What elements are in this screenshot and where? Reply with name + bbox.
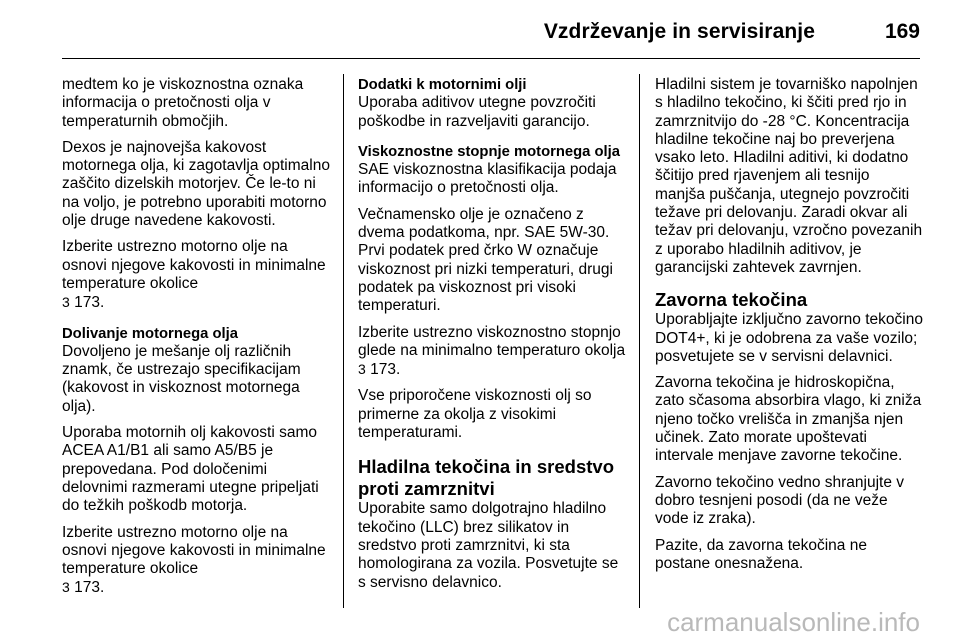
paragraph: Uporaba motornih olj kakovosti samo ACEA A1/B1 ali samo A5/B5 je prepovedana. Pod določenimi delovnimi razmerami utegne pripeljati do težkih poškodb motorja.	[62, 424, 319, 515]
paragraph: Uporabite samo dolgotrajno hladilno tekočino (LLC) brez silikatov in sredstvo proti zamrznitvi, ki sta homologirana za vozila. Posvetujte se s servisno delavnico.	[358, 500, 619, 591]
paragraph	[62, 238, 332, 312]
paragraph	[358, 324, 630, 380]
column-divider-1	[343, 74, 344, 608]
paragraph: medtem ko je viskoznostna oznaka informacija o pretočnosti olja v temperaturnih območjih.	[62, 76, 304, 130]
section-heading: Hladilna tekočina in sredstvo proti zamrznitvi	[358, 456, 614, 500]
watermark: carmanualsonline.info	[667, 607, 920, 637]
paragraph: Uporabljajte izključno zavorno tekočino DOT4+, ki je odobrena za vaše vozilo; posvetujete se v servisni delavnici.	[655, 311, 923, 365]
paragraph-text: Izberite ustrezno viskoznostno stopnjo glede na minimalno temperaturo okolja	[358, 323, 626, 359]
column-3	[655, 76, 923, 581]
paragraph: Zavorna tekočina je hidroskopična, zato sčasoma absorbira vlago, ki zniža njeno točko vrelišča in zmanjša njen učinek. Zato morate upoštevati intervale menjave zavorne tekočine.	[655, 374, 922, 465]
paragraph: Dexos je najnovejša kakovost motornega olja, ki zagotavlja optimalno zaščito dizelskih motorjev. Če le-to ni na voljo, je potrebno uporabiti motorno olje druge navedene kakovosti.	[62, 138, 330, 230]
page-title: Vzdrževanje in servisiranje	[543, 20, 815, 43]
paragraph: Uporaba aditivov utegne povzročiti poškodbe in razveljaviti garancijo.	[358, 94, 596, 130]
paragraph-text: Izberite ustrezno motorno olje na osnovi njegove kakovosti in minimalne temperature okolice	[62, 238, 326, 292]
paragraph: Vse priporočene viskoznosti olj so primerne za okolja z visokimi temperaturami.	[358, 387, 592, 442]
column-divider-2	[639, 74, 640, 608]
paragraph: SAE viskoznostna klasifikacija podaja informacijo o pretočnosti olja.	[358, 161, 617, 197]
section-heading: Zavorna tekočina	[655, 289, 808, 311]
column-1	[62, 76, 332, 606]
paragraph: Večnamensko olje je označeno z dvema podatkoma, npr. SAE 5W-30. Prvi podatek pred črko W označuje viskoznost pri nizki temperaturi, drugi podatek pa viskoznost pri visoki temperaturi.	[358, 205, 613, 315]
subheading: Viskoznostne stopnje motornega olja	[358, 143, 621, 160]
subheading: Dolivanje motornega olja	[62, 325, 238, 342]
paragraph: Dovoljeno je mešanje olj različnih znamk, če ustrezajo specifikacijam (kakovost in viskoznost motornega olja).	[62, 342, 301, 415]
paragraph: Pazite, da zavorna tekočina ne postane onesnažena.	[655, 536, 867, 572]
reference-arrow-icon: 3	[62, 294, 70, 311]
reference-arrow-icon: 3	[358, 361, 366, 378]
page-reference-link[interactable]: 173.	[74, 294, 105, 312]
page-reference-link[interactable]: 173.	[74, 579, 105, 597]
paragraph: Hladilni sistem je tovarniško napolnjen s hladilno tekočino, ki ščiti pred rjo in zamrznitvijo do -28 °C. Koncentracija hladilne tekočine naj bo preverjena vsako leto. Hladilni aditivi, ki dodatno ščitijo pred rjavenjem ali tesnijo manjša puščanja, utegnejo povzročiti težave pri delovanju. Zaradi okvar ali težav pri delovanju, vzročno povezanih z uporabo hladilnih aditivov, je garancijski zahtevek zavrnjen.	[655, 76, 923, 276]
paragraph-text: Izberite ustrezno motorno olje na osnovi njegove kakovosti in minimalne temperature okolice	[62, 523, 326, 578]
reference-arrow-icon: 3	[62, 579, 70, 596]
page-reference-link[interactable]: 173.	[370, 361, 401, 379]
page-header	[62, 14, 920, 59]
column-2	[358, 76, 630, 600]
page-number: 169	[884, 20, 920, 43]
paragraph	[62, 524, 332, 598]
paragraph: Zavorno tekočino vedno shranjujte v dobro tesnjeni posodi (da ne veže vode iz zraka).	[655, 473, 905, 528]
subheading: Dodatki k motornimi olji	[358, 77, 527, 93]
